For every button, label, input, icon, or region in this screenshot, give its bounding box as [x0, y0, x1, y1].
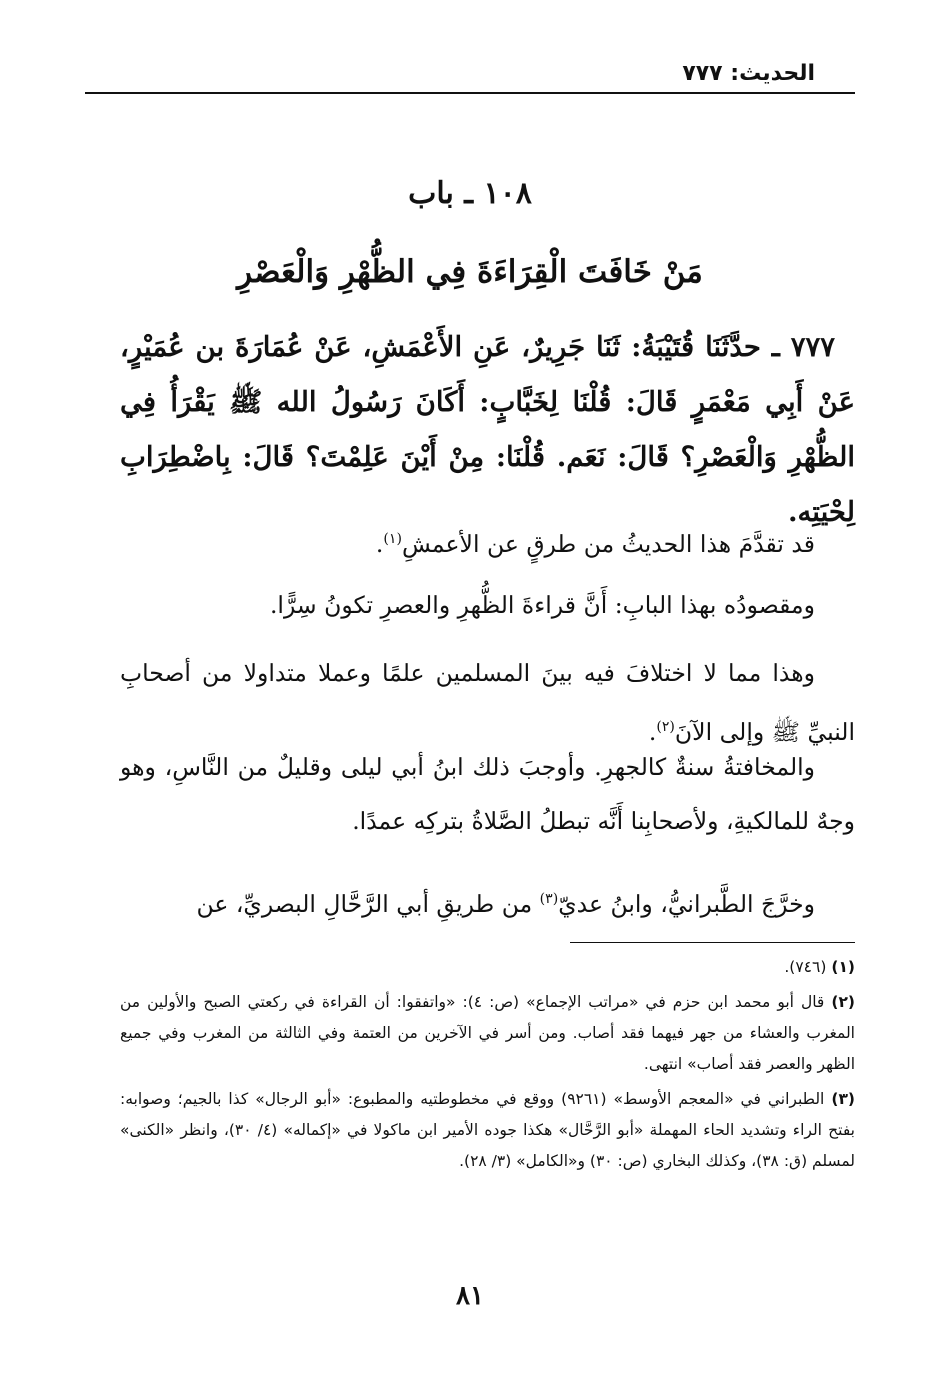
- footnote-text: قال أبو محمد ابن حزم في «مراتب الإجماع» (ص: ٤): «واتفقوا: أن القراءة في ركعتي الصبح والأولين من المغرب والعشاء من جهر فيهما فقد أصاب. ومن أسر في الآخرين من العتمة وفي الثالثة من المغرب وفي جميع الظهر والعصر فقد أصاب» انتهى.: [120, 993, 855, 1073]
- footnotes: [120, 952, 855, 1181]
- hadith-text: [120, 320, 855, 540]
- footnote-number: (٣): [831, 1090, 856, 1108]
- paragraph-2-text: ومقصودُه بهذا البابِ: أَنَّ قراءةَ الظُّهرِ والعصرِ تكونُ سِرًّا.: [269, 591, 815, 619]
- footnote-2: [120, 987, 855, 1080]
- paragraph-5: [120, 872, 855, 931]
- header-rule: [85, 92, 855, 94]
- hadith-body: ٧٧٧ ـ حدَّثَنَا قُتَيْبَةُ: ثَنَا جَرِيرٌ، عَنِ الأَعْمَشِ، عَنْ عُمَارَةَ بن عُمَيْرٍ، عَنْ أَبِي مَعْمَرٍ قَالَ: قُلْنَا لِخَبَّابٍ: أَكَانَ رَسُولُ الله ﷺ يَقْرَأُ فِي الظُّهْرِ وَالْعَصْرِ؟ قَالَ: نَعَم. قُلْنَا: مِنْ أَيْنَ عَلِمْتَ؟ قَالَ: بِاضْطِرَابِ لِحْيَتِه.: [120, 331, 855, 528]
- footnote-number: (٢): [831, 993, 856, 1011]
- paragraph-2: [120, 578, 855, 632]
- paragraph-1-end: .: [375, 529, 384, 558]
- running-header: الحديث: ٧٧٧: [682, 61, 815, 86]
- footnote-separator: [570, 942, 855, 943]
- footnote-3: [120, 1084, 855, 1177]
- page-number: ٨١: [456, 1281, 484, 1311]
- footnote-number: (١): [831, 958, 855, 976]
- footnote-1: [120, 952, 855, 983]
- footnote-text: (٧٤٦).: [784, 958, 827, 976]
- chapter-title: مَنْ خَافَتَ الْقِرَاءَةَ فِي الظُّهْرِ وَالْعَصْرِ: [237, 254, 703, 290]
- chapter-number: ١٠٨ ـ باب: [408, 176, 532, 211]
- footnote-ref-1: (١): [383, 531, 402, 547]
- paragraph-1-text: قد تقدَّمَ هذا الحديثُ من طرقٍ عن الأعمشِ: [401, 529, 815, 558]
- paragraph-4-text: والمخافتةُ سنةٌ كالجهرِ. وأوجبَ ذلك ابنُ أبي ليلى وقليلٌ من النَّاسِ، وهو وجهٌ للمالكيةِ، ولأصحابِنا أَنَّه تبطلُ الصَّلاةُ بتركِه عمدًا.: [120, 753, 855, 835]
- paragraph-5-text-b: من طريقِ أبي الرَّحَّالِ البصريِّ، عن: [196, 889, 540, 918]
- footnote-ref-3: (٣): [539, 891, 559, 907]
- footnote-text: الطبراني في «المعجم الأوسط» (٩٢٦١) ووقع في مخطوطتيه والمطبوع: «أبو الرجال» كذا بالجيم؛ وصوابه: بفتح الراء وتشديد الحاء المهملة «أبو الرَّحَّال» هكذا جوده الأمير ابن ماكولا في «إكماله» (٤/ ٣٠)، وانظر «الكنى» لمسلم (ق: ٣٨)، وكذلك البخاري (ص: ٣٠) و«الكامل» (٣/ ٢٨).: [120, 1090, 855, 1170]
- paragraph-3-end: .: [648, 717, 657, 746]
- paragraph-3-text: وهذا مما لا اختلافَ فيه بينَ المسلمين علمًا وعملا متداولا من أصحابِ النبيِّ ﷺ وإلى الآنَ: [120, 659, 855, 746]
- paragraph-5-text-a: وخرَّجَ الطَّبرانيُّ، وابنُ عديّ: [558, 889, 815, 918]
- paragraph-4: [120, 740, 855, 848]
- footnote-ref-2: (٢): [656, 719, 675, 735]
- paragraph-1: [120, 512, 855, 571]
